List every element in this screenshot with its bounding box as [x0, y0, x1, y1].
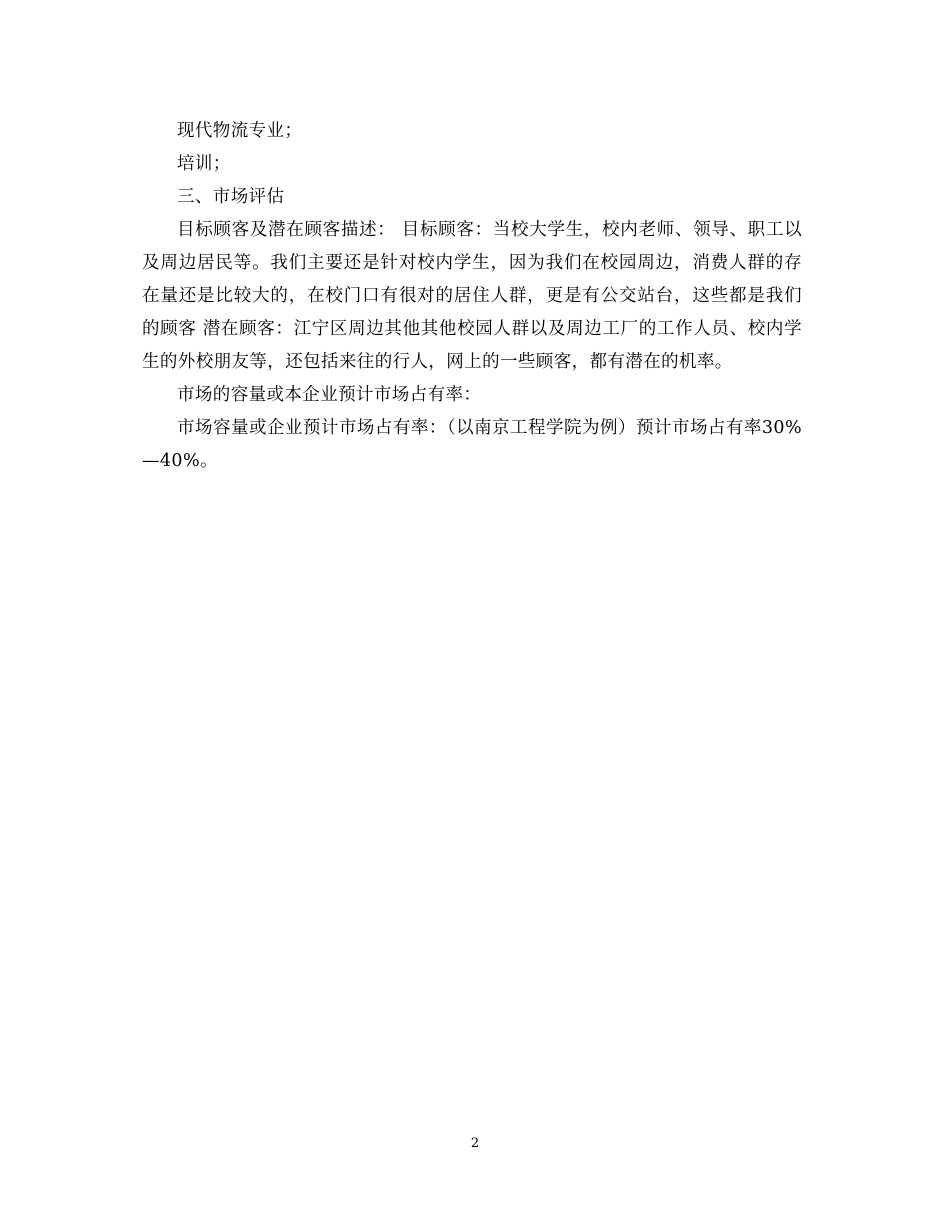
- paragraph-major: 现代物流专业；: [177, 121, 303, 141]
- paragraph-training: 培训；: [177, 154, 231, 174]
- paragraph-market-capacity-heading: 市场的容量或本企业预计市场占有率：: [177, 385, 482, 405]
- document-body: [142, 115, 802, 478]
- paragraph-target-customers: 目标顾客及潜在顾客描述： 目标顾客：当校大学生，校内老师、领导、职工以及周边居民等。我们主要还是针对校内学生，因为我们在校园周边，消费人群的存在量还是比较大的，在校门口有很对的居住人群，更是有公交站台，这些都是我们的顾客 潜在顾客：江宁区周边其他其他校园人群以及周边工厂的工作人员、校内学生的外校朋友等，还包括来往的行人，网上的一些顾客，都有潜在的机率。: [142, 220, 802, 372]
- section-heading-market-assessment: 三、市场评估: [177, 187, 285, 207]
- paragraph-market-share: 市场容量或企业预计市场占有率：（以南京工程学院为例）预计市场占有率30%—40%。: [142, 418, 802, 471]
- page-number: 2: [470, 1136, 480, 1151]
